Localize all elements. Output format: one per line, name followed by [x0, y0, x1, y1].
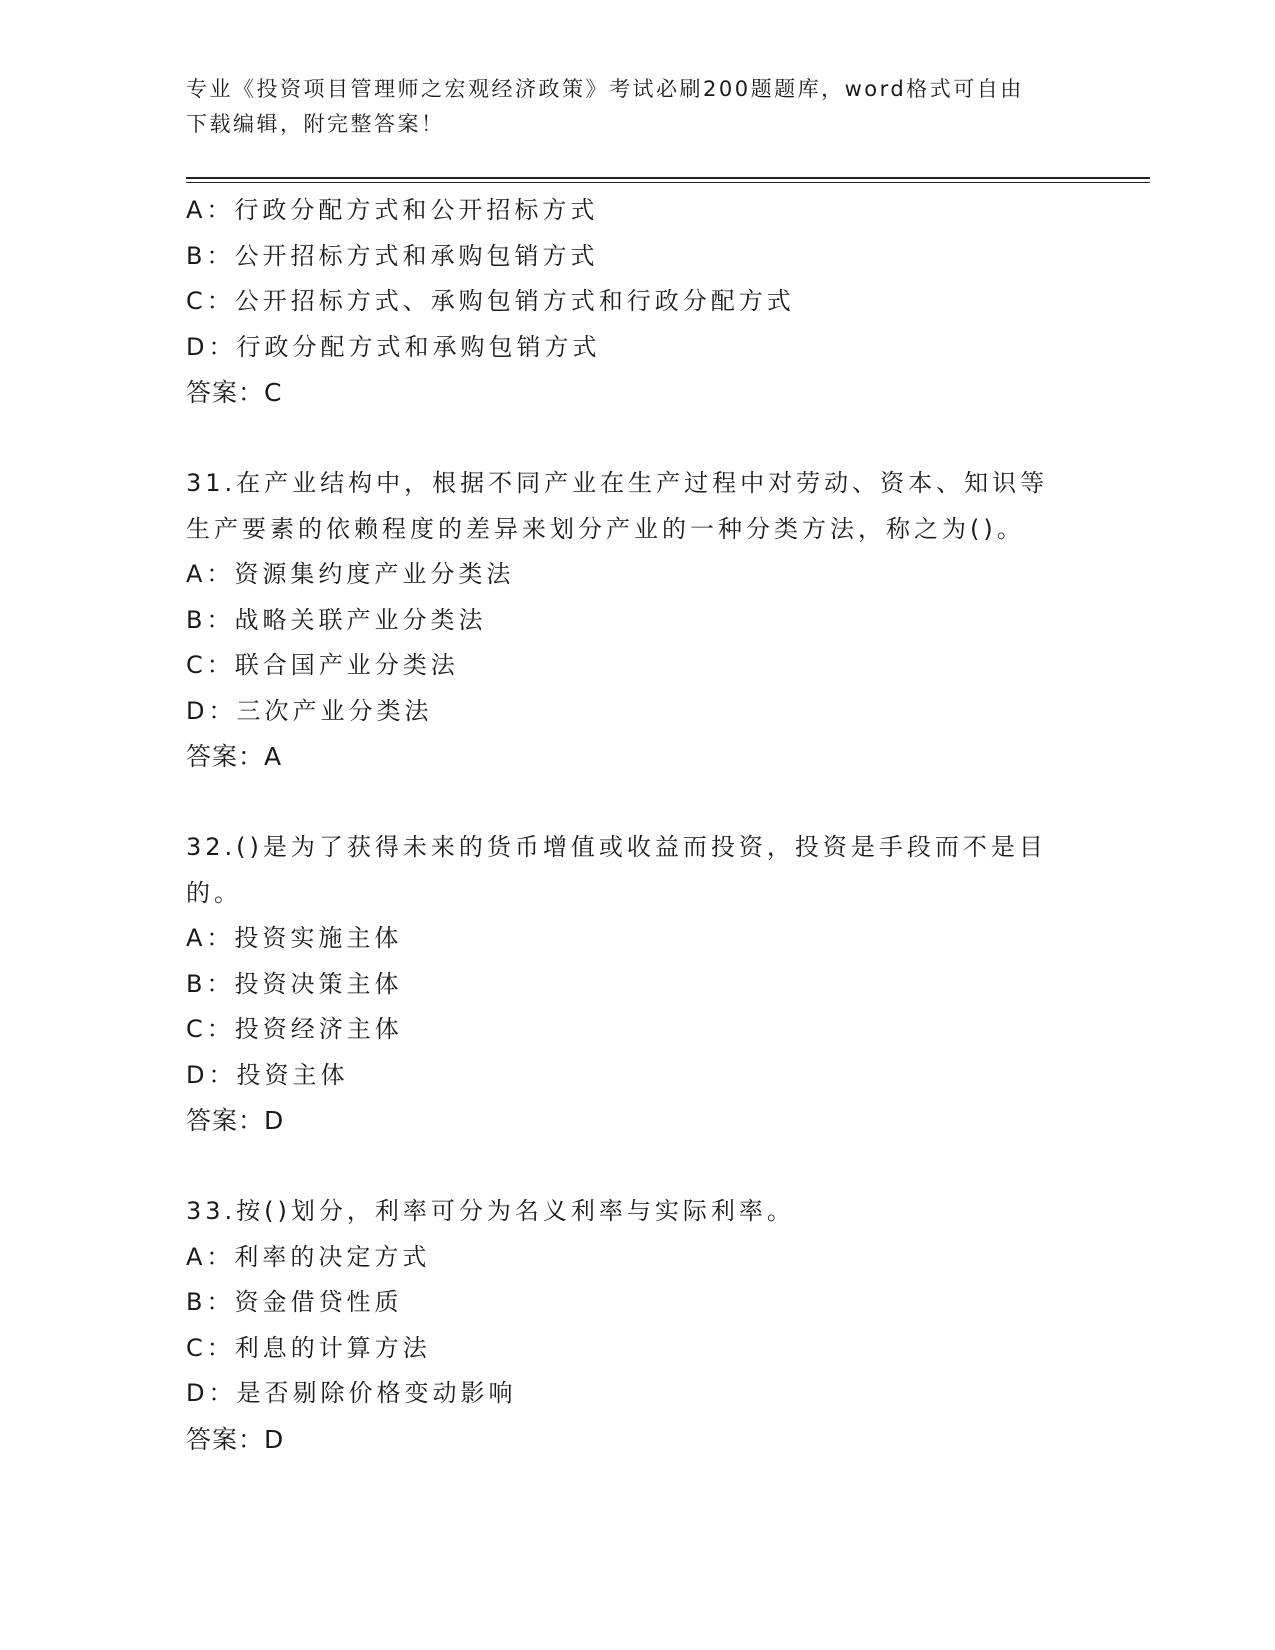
answer: 答案：A	[186, 742, 283, 771]
option-c: C：公开招标方式、承购包销方式和行政分配方式	[186, 287, 795, 315]
option-a: A：行政分配方式和公开招标方式	[186, 196, 599, 224]
spacer	[186, 780, 1146, 826]
spacer	[186, 1144, 1146, 1190]
option-b: B：公开招标方式和承购包销方式	[186, 241, 599, 270]
option-d: D：投资主体	[186, 1060, 349, 1089]
question-stem: 31.在产业结构中，根据不同产业在生产过程中对劳动、资本、知识等	[186, 469, 1049, 497]
header-line-2: 下载编辑，附完整答案！	[186, 112, 445, 136]
option-d: D：是否剔除价格变动影响	[186, 1379, 517, 1407]
header-rule-thin	[186, 182, 1150, 183]
option-b: B：投资决策主体	[186, 969, 403, 998]
option-b: B：战略关联产业分类法	[186, 605, 487, 634]
option-d: D：三次产业分类法	[186, 696, 433, 725]
answer: 答案：C	[186, 378, 283, 407]
option-a: A：投资实施主体	[186, 924, 403, 952]
question-stem: 33.按()划分，利率可分为名义利率与实际利率。	[186, 1197, 795, 1225]
question-stem: 32.()是为了获得未来的货币增值或收益而投资，投资是手段而不是目	[186, 833, 1047, 861]
option-a: A：资源集约度产业分类法	[186, 560, 515, 588]
header-line-1: 专业《投资项目管理师之宏观经济政策》考试必刷200题题库，word格式可自由	[186, 77, 1024, 101]
question-block-32	[186, 825, 1146, 1144]
question-block-33	[186, 1189, 1146, 1462]
question-stem-continued: 生产要素的依赖程度的差异来划分产业的一种分类方法，称之为()。	[186, 514, 1025, 543]
option-c: C：投资经济主体	[186, 1015, 403, 1043]
option-c: C：利息的计算方法	[186, 1333, 431, 1362]
document-header	[186, 72, 1086, 142]
option-b: B：资金借贷性质	[186, 1288, 403, 1316]
answer: 答案：D	[186, 1106, 285, 1135]
header-rule-thick	[186, 177, 1150, 179]
question-list	[186, 188, 1146, 1462]
question-stem-continued: 的。	[186, 878, 242, 907]
option-c: C：联合国产业分类法	[186, 651, 459, 679]
question-block-prev	[186, 188, 1146, 416]
question-block-31	[186, 461, 1146, 780]
option-d: D：行政分配方式和承购包销方式	[186, 332, 601, 361]
spacer	[186, 416, 1146, 462]
option-a: A：利率的决定方式	[186, 1242, 431, 1271]
answer: 答案：D	[186, 1424, 285, 1454]
